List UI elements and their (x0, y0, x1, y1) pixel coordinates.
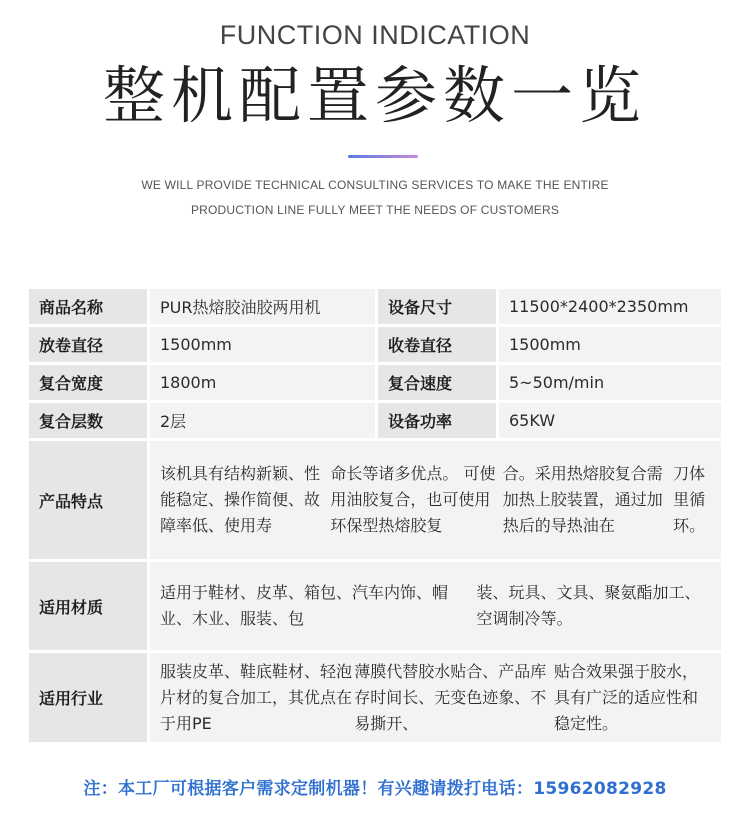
spec-value: 1500mm (150, 327, 375, 362)
spec-label: 收卷直径 (378, 327, 496, 362)
table-row-materials (29, 562, 721, 650)
spec-label: 适用行业 (29, 653, 147, 742)
spec-label: 产品特点 (29, 441, 147, 559)
table-row-industries (29, 653, 721, 742)
spec-label: 复合宽度 (29, 365, 147, 400)
table-row (29, 403, 721, 438)
spec-label: 商品名称 (29, 289, 147, 324)
spec-value: 1800m (150, 365, 375, 400)
materials-line: 适用于鞋材、皮革、箱包、汽车内饰、帽业、木业、服装、包 (160, 583, 449, 628)
spec-label: 放卷直径 (29, 327, 147, 362)
features-line: 合。采用热熔胶复合需加热上胶装置，通过加热后的导热油在 (502, 464, 663, 535)
materials-text (150, 562, 721, 650)
spec-label: 复合层数 (29, 403, 147, 438)
industries-text (150, 653, 721, 742)
industries-line: 薄膜代替胶水贴合、产品库存时间长、无变色迹象、不易撕开、 (354, 661, 547, 733)
accent-divider (348, 155, 418, 158)
spec-value: 65KW (499, 403, 721, 438)
page-title: 整机配置参数一览 (102, 59, 647, 132)
materials-line: 装、玩具、文具、聚氨酯加工、空调制冷等。 (476, 583, 701, 628)
spec-value: 5~50m/min (499, 365, 721, 400)
industries-line: 服装皮革、鞋底鞋材、轻泡片材的复合加工，其优点在于用PE (160, 661, 353, 733)
spec-label: 设备功率 (378, 403, 496, 438)
industries-line: 贴合效果强于胶水，具有广泛的适应性和稳定性。 (554, 661, 699, 733)
spec-value: 11500*2400*2350mm (499, 289, 721, 324)
features-line: 命长等诸多优点。 可使用油胶复合，也可使用环保型热熔胶复 (330, 464, 496, 535)
table-row (29, 289, 721, 324)
tagline-line-2: PRODUCTION LINE FULLY MEET THE NEEDS OF CUSTOMERS (190, 203, 560, 217)
en-title: FUNCTION INDICATION (219, 20, 531, 50)
spec-value: 2层 (150, 403, 375, 438)
spec-label: 适用材质 (29, 562, 147, 650)
features-line: 刀体里循环。 (673, 464, 706, 535)
tagline-line-1: WE WILL PROVIDE TECHNICAL CONSULTING SERVICES TO MAKE THE ENTIRE (141, 178, 609, 192)
table-row (29, 365, 721, 400)
spec-table (29, 289, 721, 745)
spec-value: PUR热熔胶油胶两用机 (150, 289, 375, 324)
table-row (29, 327, 721, 362)
table-row-features (29, 441, 721, 559)
features-text (150, 441, 721, 559)
spec-value: 1500mm (499, 327, 721, 362)
spec-label: 设备尺寸 (378, 289, 496, 324)
spec-label: 复合速度 (378, 365, 496, 400)
features-line: 该机具有结构新颖、性能稳定、操作简便、故障率低、使用寿 (160, 464, 321, 535)
contact-notice: 注：本工厂可根据客户需求定制机器！有兴趣请拨打电话：15962082928 (83, 779, 667, 799)
